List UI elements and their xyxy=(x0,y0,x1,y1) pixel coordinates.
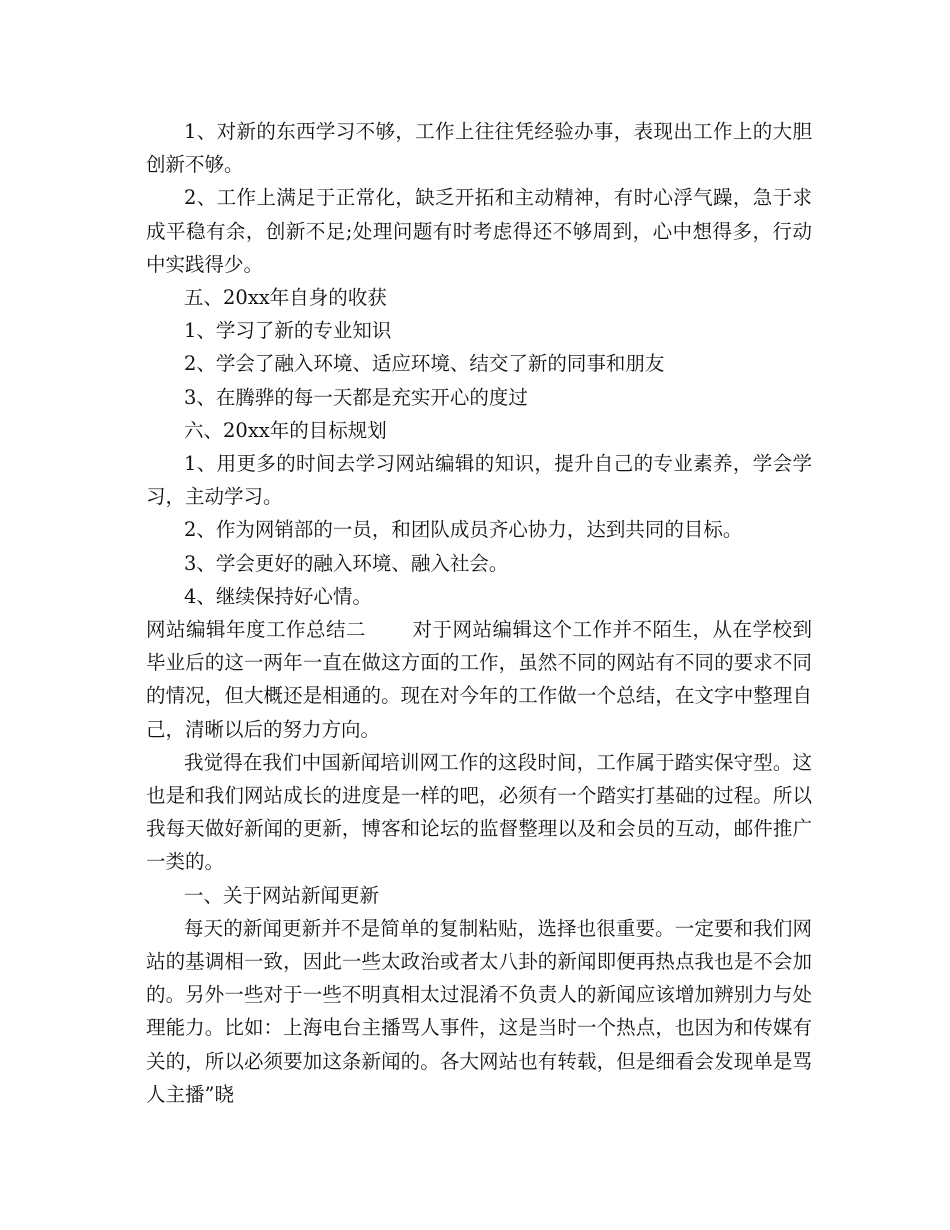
paragraph-weakness-2: 2、工作上满足于正常化，缺乏开拓和主动精神，有时心浮气躁，急于求成平稳有余，创新不足;处理问题有时考虑得还不够周到，心中想得多，行动中实践得少。 xyxy=(146,186,812,276)
paragraph-news-update: 每天的新闻更新并不是简单的复制粘贴，选择也很重要。一定要和我们网站的基调相一致，因此一些太政治或者太八卦的新闻即便再热点我也是不会加的。另外一些对于一些不明真相太过混淆不负责人的新闻应该增加辨别力与处理能力。比如：上海电台主播骂人事件，这是当时一个热点，也因为和传媒有关的，所以必须要加这条新闻的。各大网站也有转载，但是细看会发现单是骂人主播”晓 xyxy=(146,916,812,1106)
document-page xyxy=(146,115,812,1111)
list-item-goal-4: 4、继续保持好心情。 xyxy=(184,584,372,608)
paragraph-weakness-1: 1、对新的东西学习不够，工作上往往凭经验办事，表现出工作上的大胆创新不够。 xyxy=(146,120,812,177)
section-heading-gains: 五、20xx年自身的收获 xyxy=(184,286,387,310)
summary-two-intro: 对于网站编辑这个工作并不陌生，从在学校到毕业后的这一两年一直在做这方面的工作，虽然不同的网站有不同的要求不同的情况，但大概还是相通的。现在对今年的工作做一个总结，在文字中整理自己，清晰以后的努力方向。 xyxy=(146,618,812,741)
list-item-goal-3: 3、学会更好的融入环境、融入社会。 xyxy=(184,551,509,575)
paragraph-work-style: 我觉得在我们中国新闻培训网工作的这段时间，工作属于踏实保守型。这也是和我们网站成长的进度是一样的吧，必须有一个踏实打基础的过程。所以我每天做好新闻的更新，博客和论坛的监督整理以及和会员的互动，邮件推广一类的。 xyxy=(146,750,812,874)
list-item-gain-1: 1、学习了新的专业知识 xyxy=(184,319,392,343)
list-item-gain-2: 2、学会了融入环境、适应环境、结交了新的同事和朋友 xyxy=(184,352,665,376)
paragraph-summary-two xyxy=(146,613,812,746)
section-heading-goals: 六、20xx年的目标规划 xyxy=(184,418,387,442)
list-item-gain-3: 3、在腾骅的每一天都是充实开心的度过 xyxy=(184,385,528,409)
summary-two-title: 网站编辑年度工作总结二 xyxy=(146,618,366,642)
list-item-goal-1: 1、用更多的时间去学习网站编辑的知识，提升自己的专业素养，学会学习，主动学习。 xyxy=(146,452,812,509)
list-item-goal-2: 2、作为网销部的一员，和团队成员齐心协力，达到共同的目标。 xyxy=(184,518,743,542)
section-heading-news-update: 一、关于网站新闻更新 xyxy=(184,883,380,907)
